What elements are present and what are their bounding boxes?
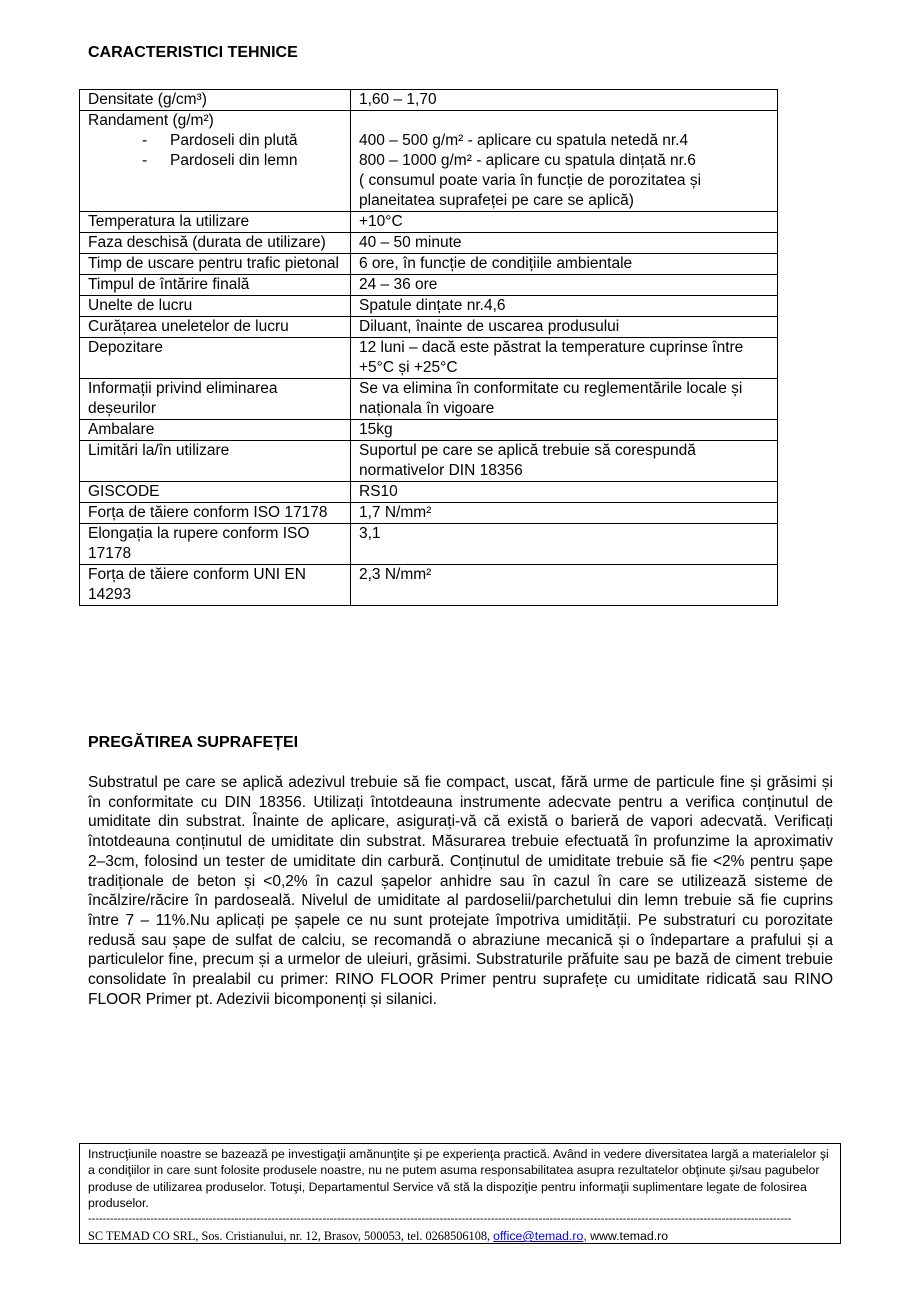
table-row — [80, 565, 778, 606]
table-row — [80, 90, 778, 111]
sub-item-label: Pardoseli din lemn — [170, 152, 298, 169]
spec-value: RS10 — [351, 482, 778, 503]
footer-box — [79, 1143, 841, 1244]
dash: - — [142, 132, 148, 149]
spec-label: Ambalare — [80, 420, 351, 441]
spec-value: 24 – 36 ore — [351, 275, 778, 296]
company-info: SC TEMAD CO SRL, Sos. Cristianului, nr. 12, Brasov, 500053, tel. 0268506108, — [88, 1229, 494, 1244]
footer-contact — [88, 1228, 832, 1244]
table-row — [80, 379, 778, 420]
spec-label: Forța de tăiere conform ISO 17178 — [80, 503, 351, 524]
spec-label: Unelte de lucru — [80, 296, 351, 317]
spec-value: Spatule dințate nr.4,6 — [351, 296, 778, 317]
spec-label: Elongația la rupere conform ISO 17178 — [80, 524, 351, 565]
table-row — [80, 503, 778, 524]
spec-value-line: 800 – 1000 g/m² - aplicare cu spatula dințată nr.6 — [359, 152, 696, 169]
spec-value: Se va elimina în conformitate cu reglementările locale și naționala în vigoare — [351, 379, 778, 420]
table-row — [80, 275, 778, 296]
spec-label: Densitate (g/cm³) — [80, 90, 351, 111]
spec-label: Forța de tăiere conform UNI EN 14293 — [80, 565, 351, 606]
spec-value: +10°C — [351, 212, 778, 233]
footer-separator: ------------------------------------------------------------------------------------------------------------------------------------------------------------------------------------------------ — [88, 1214, 792, 1226]
website-text: , www.temad.ro — [583, 1229, 669, 1244]
spec-label: Depozitare — [80, 338, 351, 379]
spec-label — [80, 111, 351, 212]
table-row — [80, 254, 778, 275]
spec-value: Suportul pe care se aplică trebuie să corespundă normativelor DIN 18356 — [351, 441, 778, 482]
spec-label: Informații privind eliminarea deșeurilor — [80, 379, 351, 420]
spec-value — [351, 111, 778, 212]
spec-label: GISCODE — [80, 482, 351, 503]
spec-value: 6 ore, în funcție de condițiile ambientale — [351, 254, 778, 275]
spec-value: 12 luni – dacă este păstrat la temperature cuprinse între +5°C și +25°C — [351, 338, 778, 379]
spec-value: Diluant, înainte de uscarea produsului — [351, 317, 778, 338]
spec-value-empty — [359, 111, 769, 131]
spec-label: Faza deschisă (durata de utilizare) — [80, 233, 351, 254]
table-row — [80, 317, 778, 338]
spec-label-text: Randament (g/m²) — [88, 112, 214, 129]
sub-item — [88, 151, 342, 171]
spec-value-line: 400 – 500 g/m² - aplicare cu spatula netedă nr.4 — [359, 132, 689, 149]
spec-label: Curățarea uneletelor de lucru — [80, 317, 351, 338]
table-row — [80, 212, 778, 233]
spec-value: 3,1 — [351, 524, 778, 565]
spec-value: 2,3 N/mm² — [351, 565, 778, 606]
spec-value-note: ( consumul poate varia în funcție de porozitatea și planeitatea suprafeței pe care se aplică) — [359, 172, 702, 209]
footer-disclaimer: Instrucţiunile noastre se bazează pe investigaţii amănunţite şi pe experienţa practică. Având in vedere diversitatea largă a materialelor şi a condiţiilor in care sunt folosite produsele noastre, nu ne putem asuma responsabilitatea asupra rezultatelor obţinute şi/sau pagubelor produse de utilizarea produselor. Totuşi, Departamentul Service vă stă la dispoziţie pentru informaţii suplimentare legate de folosirea produselor. — [88, 1147, 829, 1210]
table-row — [80, 233, 778, 254]
spec-value: 1,7 N/mm² — [351, 503, 778, 524]
section-title-surface-prep: PREGĂTIREA SUPRAFEȚEI — [88, 734, 299, 751]
email-link[interactable]: office@temad.ro — [493, 1229, 584, 1244]
section-title-technical: CARACTERISTICI TEHNICE — [88, 44, 298, 61]
table-row — [80, 296, 778, 317]
sub-item — [88, 131, 342, 151]
spec-value: 1,60 – 1,70 — [351, 90, 778, 111]
table-row — [80, 420, 778, 441]
table-row — [80, 441, 778, 482]
spec-label: Temperatura la utilizare — [80, 212, 351, 233]
table-row — [80, 111, 778, 212]
surface-prep-paragraph: Substratul pe care se aplică adezivul trebuie să fie compact, uscat, fără urme de particule fine și grăsimi și în conformitate cu DIN 18356. Utilizați întotdeauna instrumente adecvate pentru a verifica conținutul de umiditate din substrat. Înainte de aplicare, asigurați-vă că există o barieră de vapori adecvată. Verificați întotdeauna conținutul de umiditate din substrat. Măsurarea trebuie efectuată în profunzime la aproximativ 2–3cm, folosind un tester de umiditate din carbură. Conținutul de umiditate trebuie să fie <2% pentru șape tradiționale de beton și <0,2% în cazul șapelor anhidre sau în cazul în care se utilizează sisteme de încălzire/răcire în pardoseală. Nivelul de umiditate al pardoselii/parchetului din lemn trebuie să fie cuprins între 7 – 11%.Nu aplicați pe șapele ce nu sunt protejate împotriva umidității. Pe substraturi cu porozitate redusă sau șape de sulfat de calciu, se recomandă o abraziune mecanică și o îndepartare a prafului și a particulelor fine, precum și a urmelor de uleiuri, grăsimi. Substraturile prăfuite sau pe bază de ciment trebuie consolidate în prealabil cu primer: RINO FLOOR Primer pentru suprafețe cu umiditate ridicată sau RINO FLOOR Primer pt. Adezivii bicomponenți și silanici. — [88, 774, 833, 1008]
table-row — [80, 482, 778, 503]
technical-specs-table — [79, 89, 778, 606]
spec-value: 40 – 50 minute — [351, 233, 778, 254]
table-row — [80, 338, 778, 379]
spec-label: Timp de uscare pentru trafic pietonal — [80, 254, 351, 275]
spec-label: Limitări la/în utilizare — [80, 441, 351, 482]
sub-item-label: Pardoseli din plută — [170, 132, 298, 149]
spec-label: Timpul de întărire finală — [80, 275, 351, 296]
spec-value: 15kg — [351, 420, 778, 441]
table-row — [80, 524, 778, 565]
dash: - — [142, 152, 148, 169]
